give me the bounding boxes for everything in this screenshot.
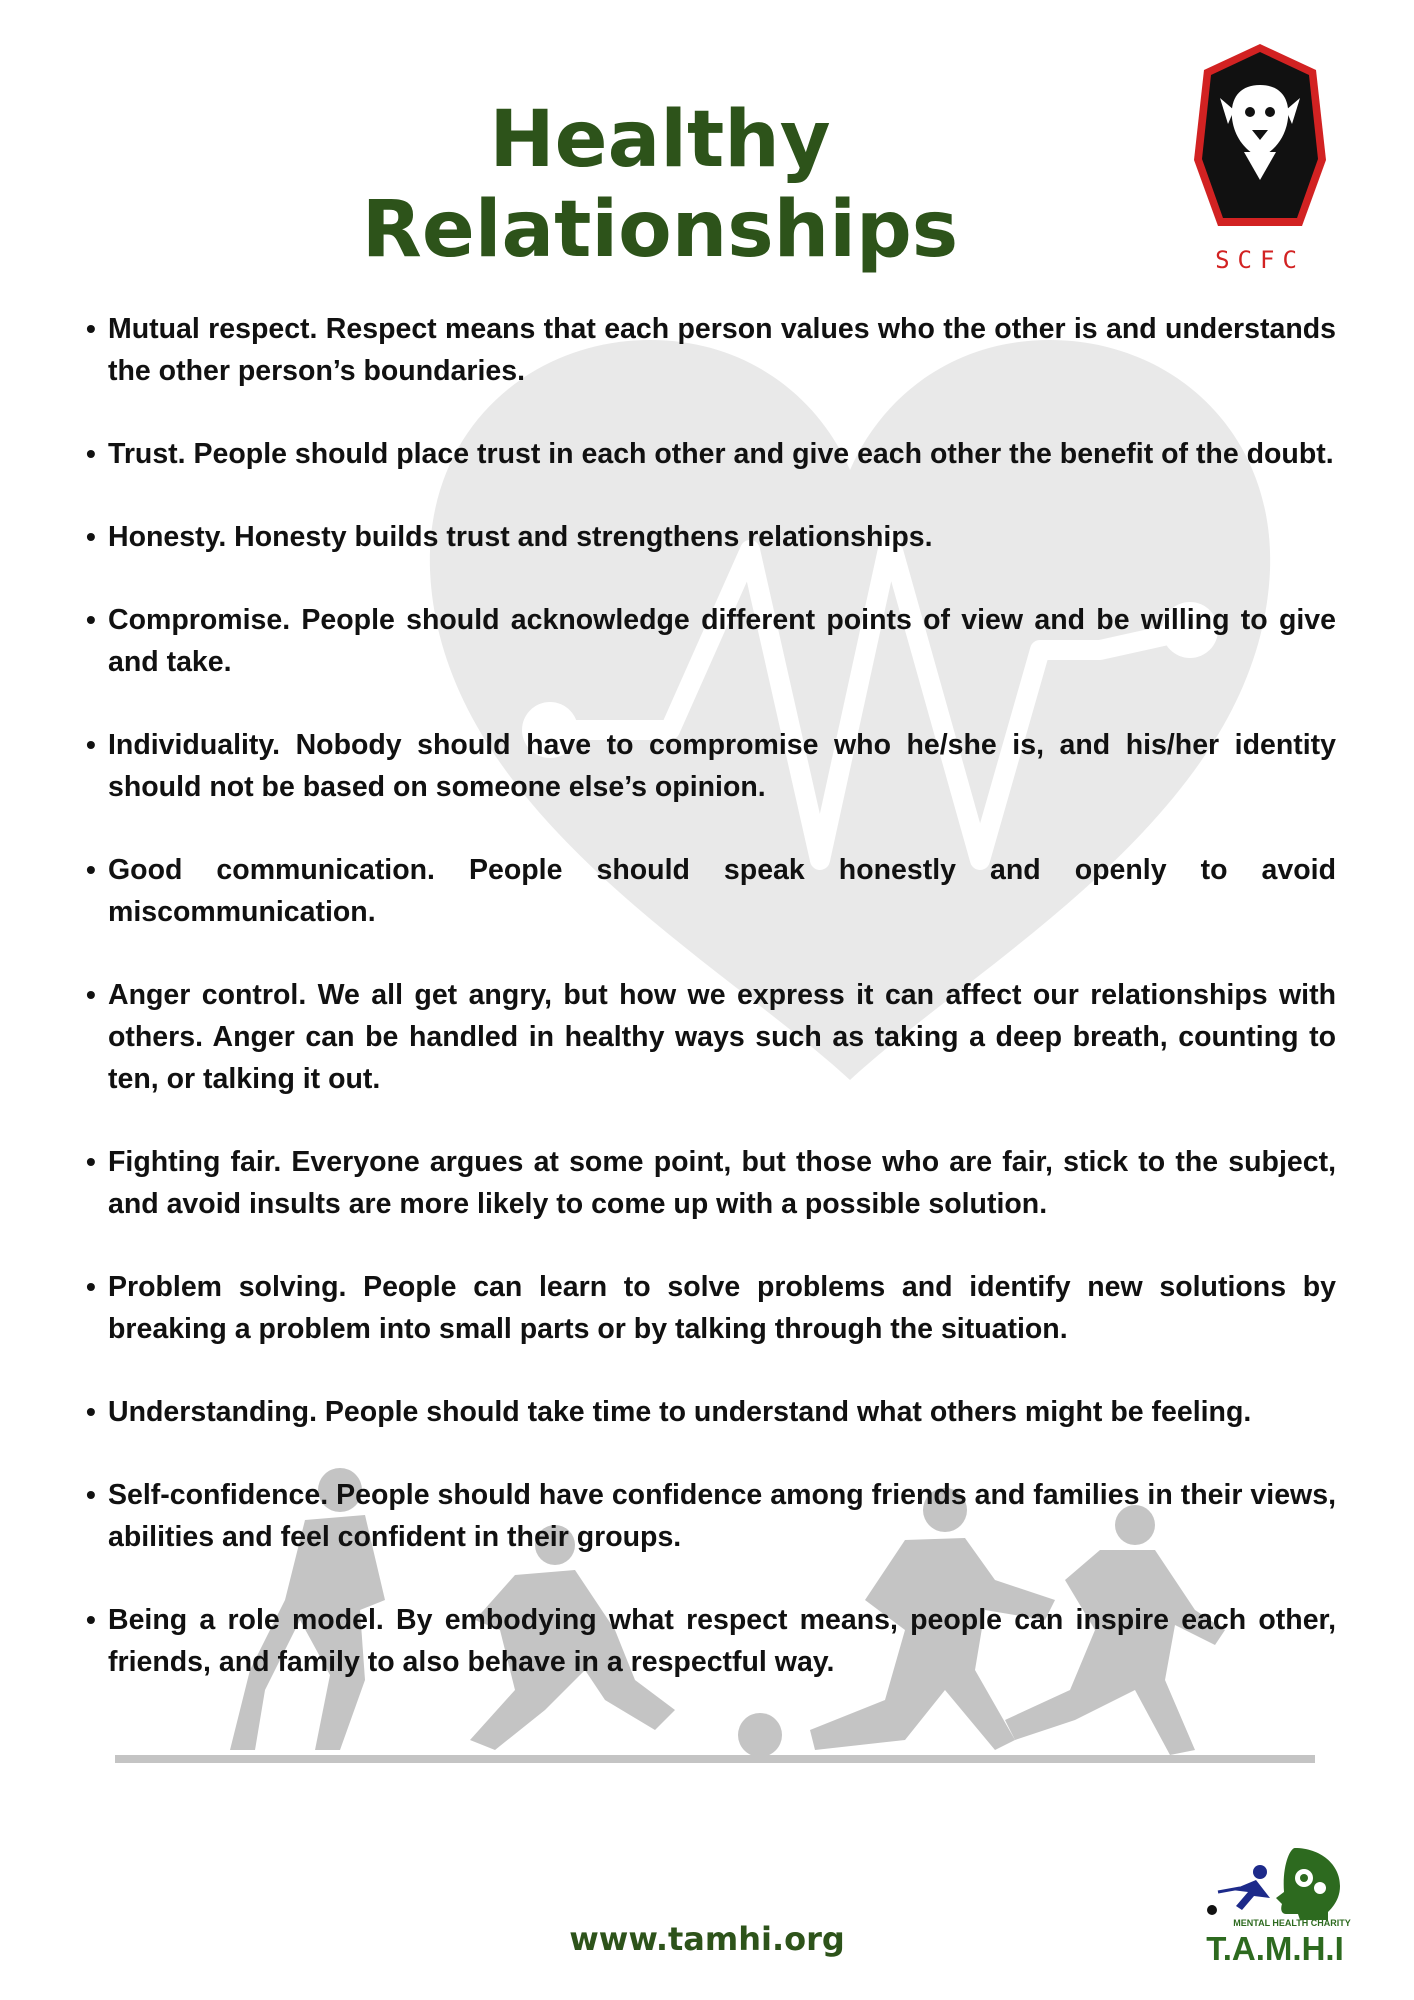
charity-subtitle: MENTAL HEALTH CHARITY xyxy=(1233,1918,1351,1928)
list-item-text: Compromise. People should acknowledge different points of view and be willing to give and take. xyxy=(108,604,1336,678)
bullet: • xyxy=(86,979,96,1010)
relationship-list xyxy=(86,308,1336,1724)
list-item-text: Fighting fair. Everyone argues at some point, but those who are fair, stick to the subject, and avoid insults are more likely to come up with a possible solution. xyxy=(108,1146,1336,1220)
list-item-text: Understanding. People should take time to understand what others might be feeling. xyxy=(108,1396,1252,1428)
charity-name: T.A.M.H.I xyxy=(1206,1930,1344,1967)
page-title: Healthy Relationships xyxy=(361,95,959,275)
bullet: • xyxy=(86,521,96,552)
list-item xyxy=(86,1141,1336,1225)
bullet: • xyxy=(86,1271,96,1302)
bullet: • xyxy=(86,313,96,344)
list-item-text: Mutual respect. Respect means that each person values who the other is and understands the other person’s boundaries. xyxy=(108,313,1336,387)
lion-crest-icon xyxy=(1190,40,1330,280)
list-item-text: Self-confidence. People should have confidence among friends and families in their views, abilities and feel confident in their groups. xyxy=(108,1479,1336,1553)
list-item-text: Being a role model. By embodying what respect means, people can inspire each other, friends, and family to also behave in a respectful way. xyxy=(108,1604,1336,1678)
list-item xyxy=(86,1599,1336,1683)
website-link[interactable]: www.tamhi.org xyxy=(569,1920,845,1958)
list-item-text: Individuality. Nobody should have to compromise who he/she is, and his/her identity should not be based on someone else’s opinion. xyxy=(108,729,1336,803)
list-item-text: Good communication. People should speak honestly and openly to avoid miscommunication. xyxy=(108,854,1336,928)
list-item-text: Anger control. We all get angry, but how we express it can affect our relationships with others. Anger can be handled in healthy ways such as taking a deep breath, counting to ten, or talking it out. xyxy=(108,979,1336,1095)
list-item xyxy=(86,308,1336,392)
list-item xyxy=(86,599,1336,683)
list-item-text: Honesty. Honesty builds trust and strengthens relationships. xyxy=(108,521,933,553)
bullet: • xyxy=(86,1146,96,1177)
list-item xyxy=(86,1474,1336,1558)
list-item xyxy=(86,724,1336,808)
bullet: • xyxy=(86,1604,96,1635)
list-item-text: Trust. People should place trust in each other and give each other the benefit of the doubt. xyxy=(108,438,1334,470)
list-item xyxy=(86,433,1336,475)
list-item xyxy=(86,516,1336,558)
list-item xyxy=(86,974,1336,1100)
bullet: • xyxy=(86,854,96,885)
list-item xyxy=(86,1266,1336,1350)
club-logo-text: SCFC xyxy=(1215,246,1305,274)
list-item-text: Problem solving. People can learn to solve problems and identify new solutions by breaking a problem into small parts or by talking through the situation. xyxy=(108,1271,1336,1345)
bullet: • xyxy=(86,438,96,469)
bullet: • xyxy=(86,604,96,635)
bullet: • xyxy=(86,1479,96,1510)
list-item xyxy=(86,849,1336,933)
bullet: • xyxy=(86,729,96,760)
list-item xyxy=(86,1391,1336,1433)
bullet: • xyxy=(86,1396,96,1427)
